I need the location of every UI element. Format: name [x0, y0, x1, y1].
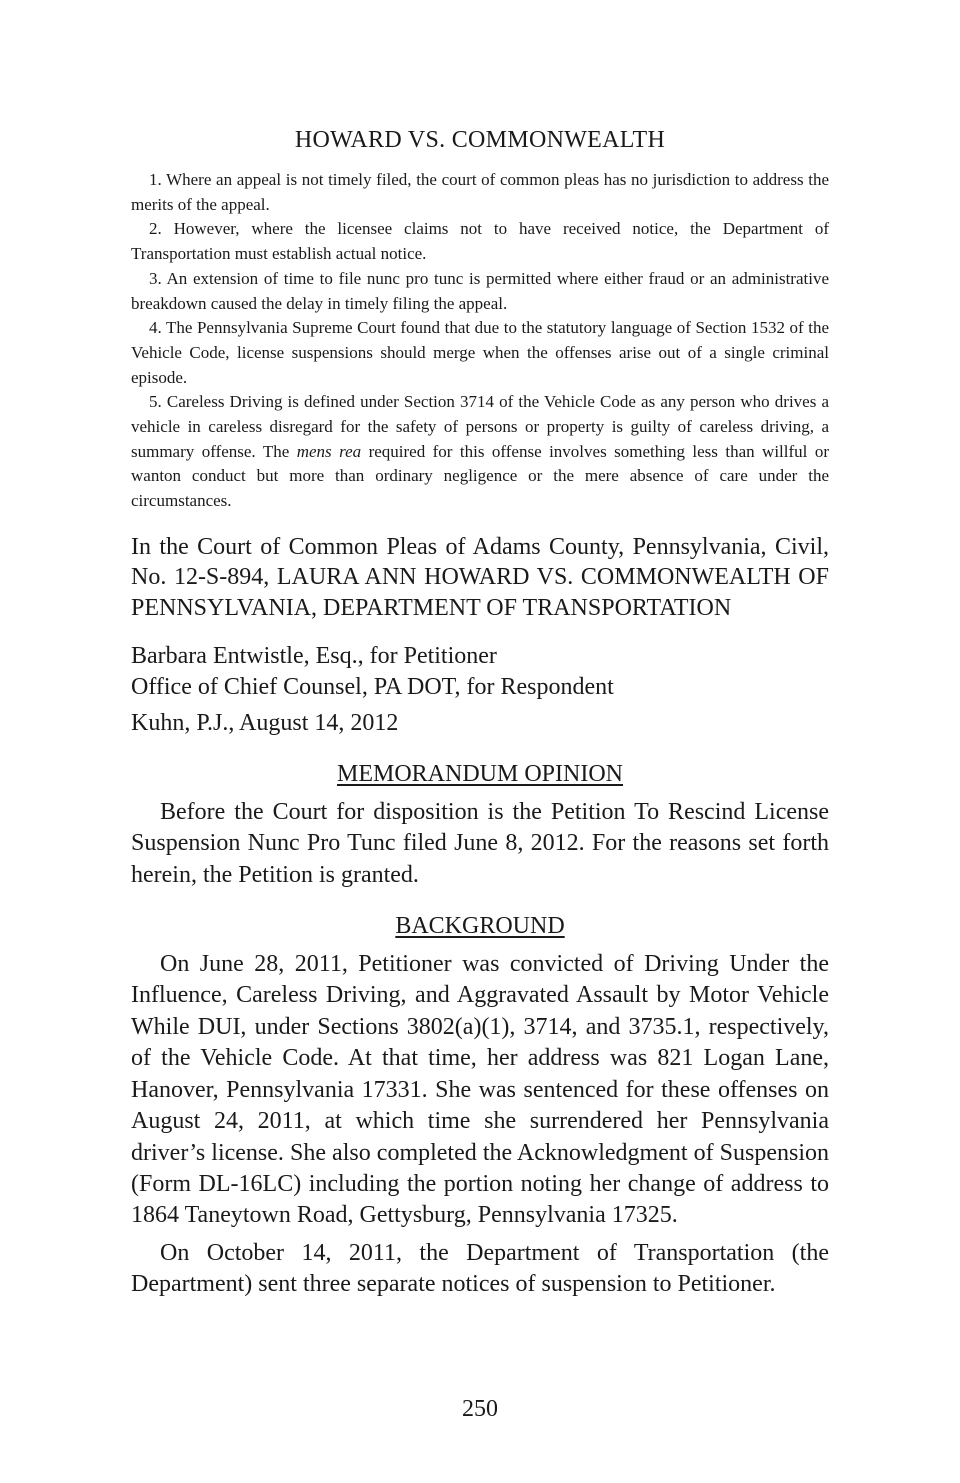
headnote-2: 2. However, where the licensee claims not to have received notice, the Department of Transportation must establish actual notice.: [131, 219, 829, 264]
background-heading-text: BACKGROUND: [395, 913, 565, 940]
headnote-3: 3. An extension of time to file nunc pro tunc is permitted where either fraud or an administrative breakdown caused the delay in timely filing the appeal.: [131, 268, 829, 313]
judge-line: Kuhn, P.J., August 14, 2012: [131, 710, 399, 737]
headnote-5-italic: mens rea: [296, 441, 362, 461]
memorandum-heading: [131, 759, 829, 789]
background-paragraph-2: On October 14, 2011, the Department of Transportation (the Department) sent three separate notices of suspension to Petitioner.: [131, 1239, 829, 1298]
case-title: HOWARD VS. COMMONWEALTH: [294, 127, 666, 153]
headnote-5: [131, 390, 829, 514]
counsel-respondent: Office of Chief Counsel, PA DOT, for Respondent: [131, 673, 614, 700]
headnote-1: 1. Where an appeal is not timely filed, the court of common pleas has no jurisdiction to address the merits of the appeal.: [131, 170, 829, 214]
background-paragraph-1: On June 28, 2011, Petitioner was convicted of Driving Under the Influence, Careless Driving, and Aggravated Assault by Motor Vehicle While DUI, under Sections 3802(a)(1), 3714, and 3735.1, respectively, of the Vehicle Code. At that time, her address was 821 Logan Lane, Hanover, Pennsylvania 17331. She was sentenced for these offenses on August 24, 2011, at which time she surrendered her Pennsylvania driver’s license. She also completed the Acknowledgment of Suspension (Form DL-16LC) including the portion noting her change of address to 1864 Taneytown Road, Gettysburg, Pennsylvania 17325.: [131, 951, 829, 1229]
intro-paragraph: Before the Court for disposition is the Petition To Rescind License Suspension Nunc Pro Tunc filed June 8, 2012. For the reasons set forth herein, the Petition is granted.: [131, 798, 829, 888]
background-heading: [131, 911, 829, 941]
headnotes: [131, 168, 829, 514]
counsel-petitioner: Barbara Entwistle, Esq., for Petitioner: [131, 643, 497, 670]
counsel-list: [131, 641, 829, 702]
case-caption: In the Court of Common Pleas of Adams County, Pennsylvania, Civil, No. 12-S-894, LAURA ANN HOWARD VS. COMMONWEALTH OF PENNSYLVANIA, DEPARTMENT OF TRANSPORTATION: [131, 533, 829, 621]
headnote-5-after: required for this offense involves something less than willful or wanton conduct but more than ordinary negligence or the mere absence of care under the circumstances.: [131, 441, 829, 511]
page-number: 250: [462, 1396, 498, 1422]
document-page: [131, 127, 829, 1301]
headnote-5-before: 5. Careless Driving is defined under Section 3714 of the Vehicle Code as any person who drives a vehicle in careless disregard for the safety of persons or property is guilty of careless driving, a summary offense. The: [131, 392, 829, 461]
headnote-4: 4. The Pennsylvania Supreme Court found that due to the statutory language of Section 1532 of the Vehicle Code, license suspensions should merge when the offenses arise out of a single criminal episode.: [131, 318, 829, 387]
memorandum-heading-text: MEMORANDUM OPINION: [336, 760, 623, 787]
